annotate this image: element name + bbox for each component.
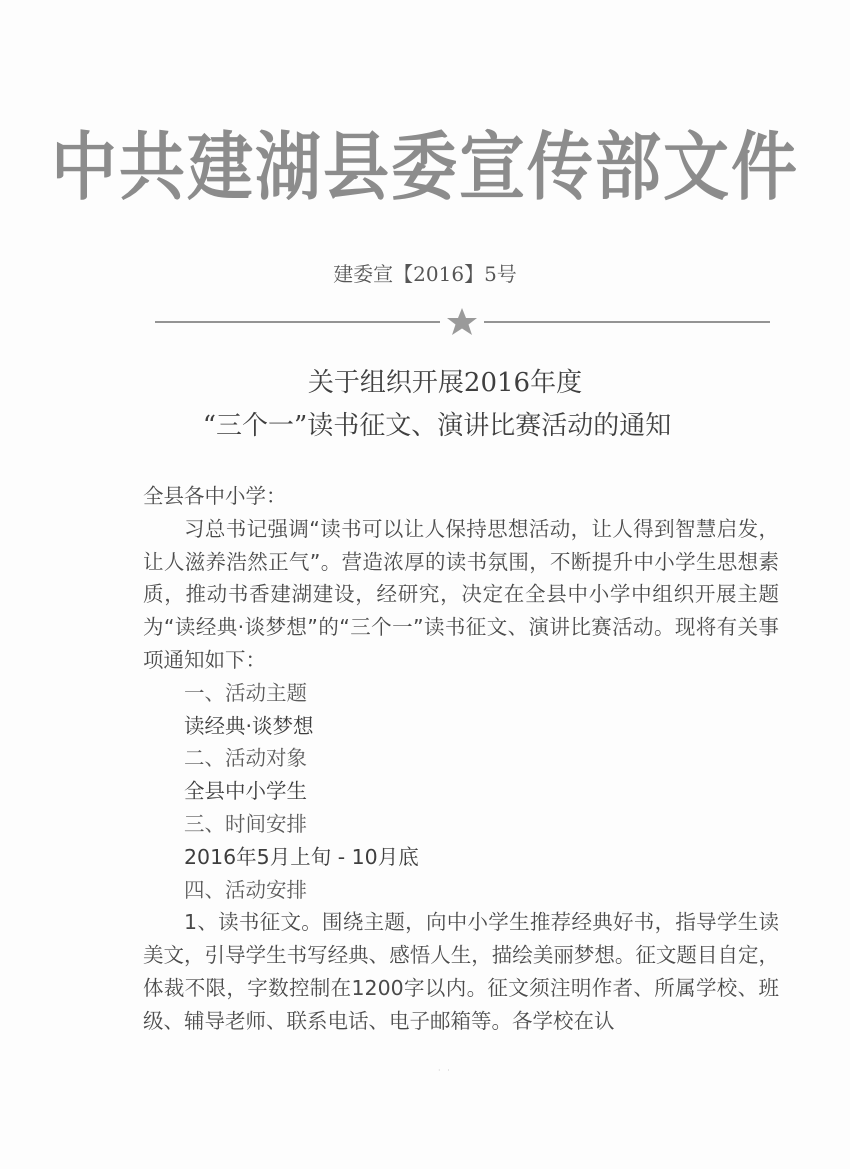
arrangement-item-1: 1、读书征文。围绕主题，向中小学生推荐经典好书，指导学生读美文，引导学生书写经典、感悟人生，描绘美丽梦想。征文题目自定，体裁不限，字数控制在1200字以内。征文须注明作者、所属学校、班级、辅导老师、联系电话、电子邮箱等。各学校在认	[143, 910, 779, 1033]
section-heading-schedule: 三、时间安排	[184, 811, 307, 836]
section-value-schedule: 2016年5月上旬 - 10月底	[184, 844, 419, 869]
salutation: 全县各中小学：	[143, 484, 287, 508]
section-heading-arrangement: 四、活动安排	[184, 877, 307, 902]
section-heading-theme: 一、活动主题	[184, 680, 307, 705]
notice-title-line-2: “三个一”读书征文、演讲比赛活动的通知	[202, 411, 672, 441]
page-footer-mark: · ·	[438, 1066, 452, 1075]
issuing-authority-title: 中共建湖县委宣传部文件	[51, 124, 799, 211]
document-number: 建委宣【2016】5号	[333, 262, 517, 286]
notice-title-line-1: 关于组织开展2016年度	[307, 368, 583, 398]
star-icon	[447, 308, 477, 335]
section-value-participants: 全县中小学生	[184, 779, 307, 804]
section-heading-participants: 二、活动对象	[184, 746, 307, 771]
header-divider	[155, 307, 770, 337]
section-value-theme: 读经典·谈梦想	[184, 713, 314, 738]
document-body	[143, 480, 779, 1038]
intro-paragraph: 习总书记强调“读书可以让人保持思想活动，让人得到智慧启发，让人滋养浩然正气”。营造浓厚的读书氛围，不断提升中小学生思想素质，推动书香建湖建设，经研究，决定在全县中小学中组织开展主题为“读经典·谈梦想”的“三个一”读书征文、演讲比赛活动。现将有关事项通知如下：	[143, 516, 779, 672]
